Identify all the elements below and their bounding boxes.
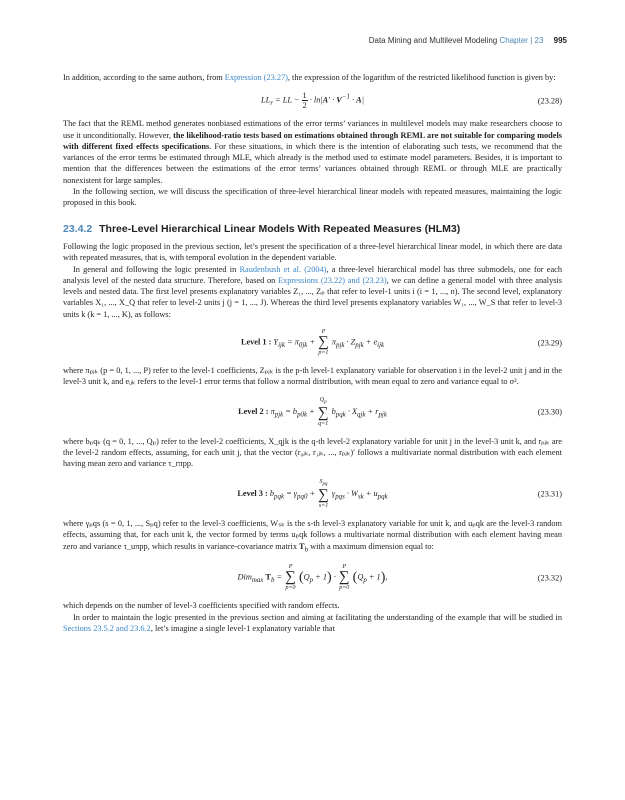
paragraph: In order to maintain the logic presented in the previous section and aiming at facilitating the understanding of the example that will be studied in Sections 23.5.2 and 23.6.2, let’s imagine a single level-1 explanatory variable that <box>63 612 562 634</box>
equation-number: (23.29) <box>537 337 562 347</box>
equation-23-31: Level 3 : $b_{pqk} = \gamma_{pq0}$ + $S_{pq}$ ∑ s=1 $\gamma_{pqs} \cdot W_{sk} + u_{pqk}$ (23.31) <box>237 478 562 509</box>
section-title: Three-Level Hierarchical Linear Models With Repeated Measures (HLM3) <box>99 222 461 235</box>
page-number: 995 <box>553 36 567 45</box>
equation-23-28: $LL_r$ = LL − $\frac{1}{2}$ · $\ln|A' \cdot V^{-1} \cdot A|$ (23.28) <box>261 91 562 111</box>
paragraph: In addition, according to the same authors, from Expression (23.27), the expression of the logarithm of the restricted likelihood function is given by: <box>63 73 556 82</box>
citation-link[interactable]: Raudenbush et al. (2004) <box>239 264 327 274</box>
equation-number: (23.31) <box>537 489 562 499</box>
equation-number: (23.32) <box>537 573 562 583</box>
paragraph: Following the logic proposed in the previous section, let’s present the specification of a three-level hierarchical linear model, in which there are data with repeated measures, that is, with temporal evolution in the dependent variable. <box>63 241 562 263</box>
section-heading <box>63 224 562 235</box>
paragraph: where γₚqs (s = 0, 1, ..., Sₚq) refer to the level-3 coefficients, Wₛₖ is the s-th level-3 explanatory variable for unit k, and uₚqk are the level-3 random effects, assuming that, for each unit k, the vector formed by terms uₚqk follows a multivariate normal distribution with each element having mean zero and variance τ_uπpp, which results in variance-covariance matrix $T_b$ with a maximum dimension equal to: <box>63 518 562 554</box>
paragraph: which depends on the number of level-3 coefficients specified with random effects. <box>63 601 340 611</box>
running-title: Data Mining and Multilevel Modeling <box>368 36 498 45</box>
equation-23-32: Dim$_{max}$ $T_b$ = P ∑ p=0 $(Q_p + 1)$ · P ∑ p=0 $(Q_p + 1)$, (23.32) <box>237 564 562 592</box>
chapter-number: 23 <box>534 36 544 45</box>
equation-number: (23.30) <box>537 407 562 417</box>
expression-link[interactable]: Expressions (23.22) and (23.23) <box>278 275 387 285</box>
page-body <box>63 72 562 634</box>
expression-link[interactable]: Expression (23.27) <box>224 73 288 82</box>
section-number: 23.4.2 <box>63 222 93 235</box>
running-header: Data Mining and Multilevel Modeling Chapter | 23 995 <box>368 36 567 45</box>
equation-23-29: Level 1 : $Y_{ijk} = \pi_{0jk}$ + P ∑ p=1 $\pi_{pjk} \cdot Z_{pjk} + e_{ijk}$ (23.29) <box>240 329 562 357</box>
paragraph: where πₚⱼₖ (p = 0, 1, ..., P) refer to the level-1 coefficients, Zₚⱼₖ is the p-th level-1 explanatory variable for observation i in the level-2 unit j and in the level-3 unit k, and eᵢⱼₖ refers to the level-1 error terms that follow a normal distribution, with mean equal to zero and variance equal to σ². <box>63 366 562 387</box>
paragraph: In general and following the logic presented in Raudenbush et al. (2004), a three-level hierarchical model has three submodels, one for each analysis level of the nested data structure. Therefore, based on Expressions (23.22) and (23.23), we can define a general model with three analysis levels and nested data. The first level presents explanatory variables Z₁, ..., Zₚ that refer to level-1 units i (i = 1, ..., n). The second level, explanatory variables X₁, ..., X_Q that refer to level-2 units j (j = 1, ..., J). Whereas the third level presents explanatory variables W₁, ..., W_S that refer to level-3 units k (k = 1, ..., K), as follows: <box>63 264 562 319</box>
paragraph: where bₚqₖ (q = 0, 1, ..., Qₚ) refer to the level-2 coefficients, X_qjk is the q-th level-2 explanatory variable for unit j in the level-3 unit k, and rₚⱼₖ are the level-2 random effects, assuming, for each unit j, that the vector (r₀ⱼₖ, r₁ⱼₖ, ..., rₚⱼₖ)′ follows a multivariate normal distribution with each element having mean zero and variance τ_rπpp. <box>63 436 562 469</box>
chapter-label: Chapter <box>499 36 528 45</box>
equation-number: (23.28) <box>537 96 562 106</box>
section-link[interactable]: Sections 23.5.2 and 23.6.2 <box>63 624 151 634</box>
equation-23-30: Level 2 : $\pi_{pjk} = b_{p0k}$ + $Q_p$ ∑ q=1 $b_{pqk} \cdot X_{qjk} + r_{pjk}$ (23.30) <box>238 396 562 427</box>
paragraph: The fact that the REML method generates nonbiased estimations of the error terms’ variances in multilevel models may make researchers choose to use it unconditionally. However, the likelihood-ratio tests based on estimations obtained through REML are not suitable for comparing models with different fixed effects specifications. For these situations, in which there is the intention of elaborating such tests, we recommend that the variances of the error terms be estimated through MLE, which already is the method used to estimate model parameters. Besides, it is important to mention that the differences between the estimations of the error terms’ variances obtained through REML or through MLE are practically nonexistent for large samples. <box>63 119 563 185</box>
paragraph: In the following section, we will discuss the specification of three-level hierarchical linear models with repeated measures, maintaining the logic proposed in this book. <box>63 187 562 208</box>
